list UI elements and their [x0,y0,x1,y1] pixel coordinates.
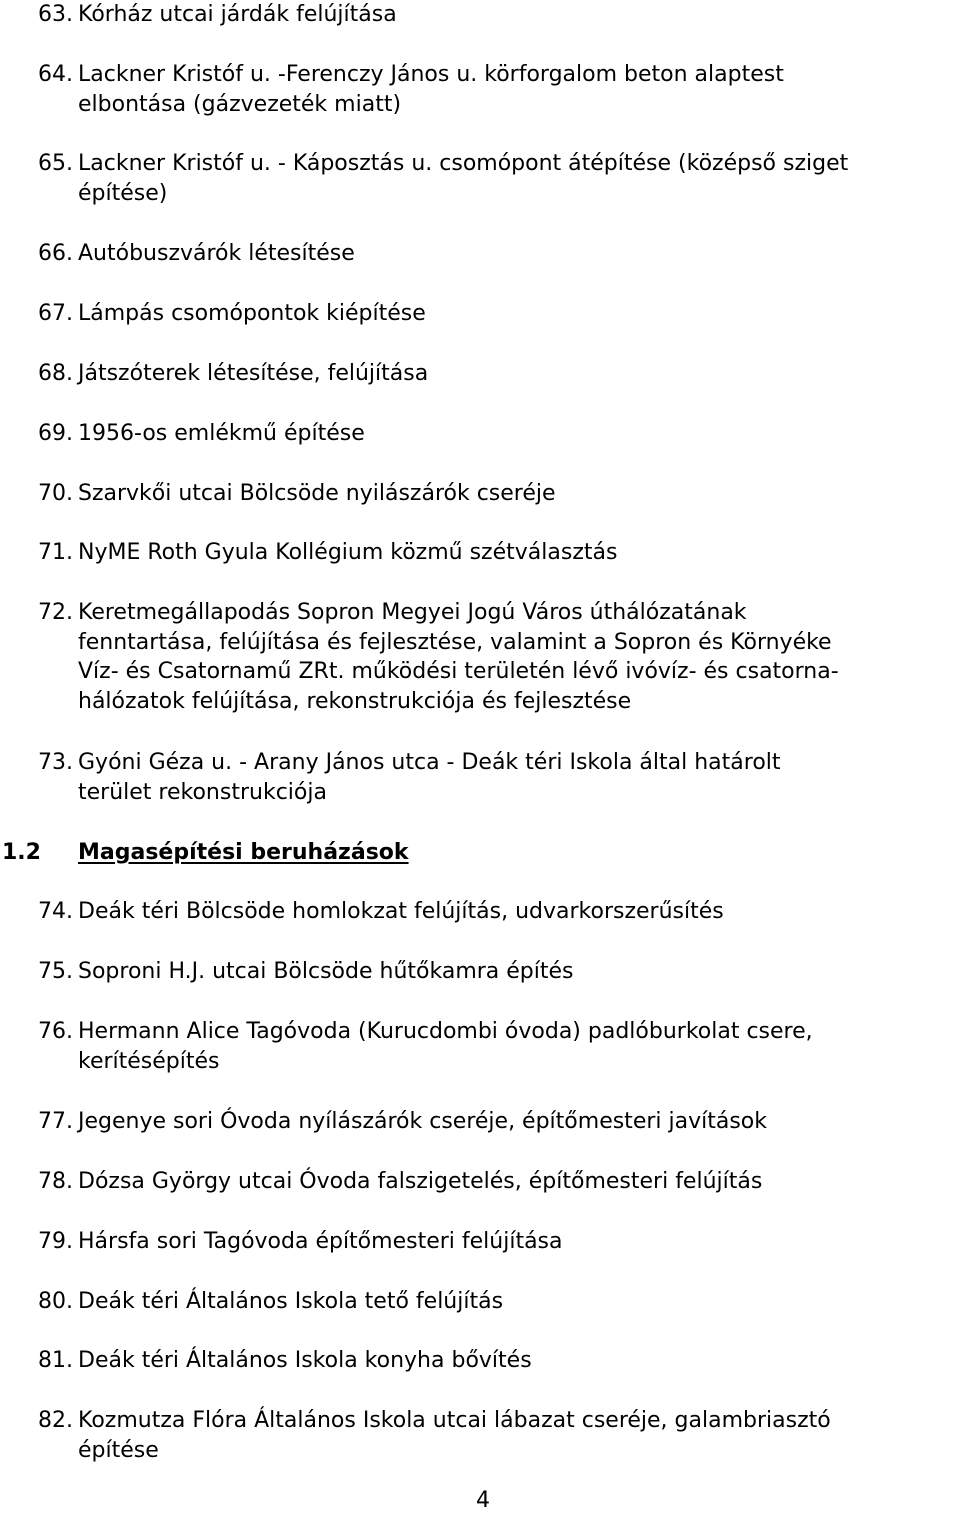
item-number: 72. [38,600,73,625]
item-number: 65. [38,151,73,176]
list-item-77 [38,1107,958,1137]
item-text [78,1346,958,1376]
page-number: 4 [476,1488,490,1513]
item-line: Dózsa György utcai Óvoda falszigetelés, építőmesteri felújítás [78,1169,763,1194]
section-title: Magasépítési beruházások [78,840,409,865]
list-item-67 [38,299,958,329]
item-line: Hermann Alice Tagóvoda (Kurucdombi óvoda) padlóburkolat csere, [78,1019,813,1044]
item-line: hálózatok felújítása, rekonstrukciója és fejlesztése [78,688,632,714]
item-number: 76. [38,1019,73,1044]
item-line: Kozmutza Flóra Általános Iskola utcai lábazat cseréje, galambriasztó [78,1408,831,1433]
item-text [78,1227,958,1257]
item-text [78,419,958,449]
list-item-79 [38,1227,958,1257]
list-item-66 [38,239,958,269]
item-number: 69. [38,421,73,446]
list-item-81 [38,1346,958,1376]
item-line: építése [78,1437,159,1463]
item-line: Jegenye sori Óvoda nyílászárók cseréje, építőmesteri javítások [78,1109,767,1134]
item-number: 67. [38,301,73,326]
item-number: 63. [38,2,73,27]
item-text [78,479,958,509]
item-text [78,149,958,208]
item-line: Kórház utcai járdák felújítása [78,2,397,27]
item-number: 82. [38,1408,73,1433]
item-line: Hársfa sori Tagóvoda építőmesteri felújítása [78,1229,563,1254]
item-text [78,359,958,389]
item-text [78,1406,958,1465]
item-line: fenntartása, felújítása és fejlesztése, valamint a Sopron és Környéke [78,629,832,655]
item-number: 73. [38,750,73,775]
item-number: 71. [38,540,73,565]
item-line: Játszóterek létesítése, felújítása [78,361,429,386]
list-item-64 [38,60,958,119]
list-item-63 [38,0,958,30]
list-item-71 [38,538,958,568]
item-line: Lackner Kristóf u. - Káposztás u. csomópont átépítése (középső sziget [78,151,849,176]
item-number: 77. [38,1109,73,1134]
item-line: elbontása (gázvezeték miatt) [78,91,402,117]
item-line: Lackner Kristóf u. -Ferenczy János u. körforgalom beton alaptest [78,62,784,87]
item-number: 64. [38,62,73,87]
item-line: Szarvkői utcai Bölcsöde nyilászárók cseréje [78,481,556,506]
item-number: 74. [38,899,73,924]
item-text [78,598,958,716]
item-text [78,299,958,329]
item-number: 79. [38,1229,73,1254]
item-text [78,538,958,568]
item-number: 68. [38,361,73,386]
item-line: Deák téri Általános Iskola tető felújítás [78,1289,504,1314]
item-text [78,1287,958,1317]
item-line: terület rekonstrukciója [78,779,327,805]
item-line: Víz- és Csatornamű ZRt. működési területén lévő ivóvíz- és csatorna- [78,659,839,684]
item-line: Soproni H.J. utcai Bölcsöde hűtőkamra építés [78,959,574,984]
item-text [78,1017,958,1076]
item-number: 70. [38,481,73,506]
list-item-73 [38,748,958,807]
item-line: Gyóni Géza u. - Arany János utca - Deák téri Iskola által határolt [78,750,781,775]
item-line: 1956-os emlékmű építése [78,421,365,446]
item-line: Autóbuszvárók létesítése [78,241,355,266]
list-item-68 [38,359,958,389]
item-text [78,60,958,119]
section-number: 1.2 [2,840,41,865]
item-text [78,0,958,30]
item-text [78,239,958,269]
item-text [78,748,958,807]
item-number: 75. [38,959,73,984]
item-number: 81. [38,1348,73,1373]
item-number: 80. [38,1289,73,1314]
item-line: kerítésépítés [78,1048,220,1074]
item-line: Deák téri Bölcsöde homlokzat felújítás, udvarkorszerűsítés [78,899,724,924]
item-line: Deák téri Általános Iskola konyha bővítés [78,1348,532,1373]
item-number: 78. [38,1169,73,1194]
list-item-70 [38,479,958,509]
list-item-72 [38,598,958,716]
item-line: Lámpás csomópontok kiépítése [78,301,426,326]
list-item-78 [38,1167,958,1197]
list-item-65 [38,149,958,208]
list-item-82 [38,1406,958,1465]
item-text [78,1107,958,1137]
list-item-75 [38,957,958,987]
item-line: építése) [78,180,168,206]
list-item-69 [38,419,958,449]
list-item-74 [38,897,958,927]
list-item-76 [38,1017,958,1076]
item-text [78,957,958,987]
list-item-80 [38,1287,958,1317]
item-line: NyME Roth Gyula Kollégium közmű szétválasztás [78,540,618,565]
item-text [78,897,958,927]
item-number: 66. [38,241,73,266]
item-line: Keretmegállapodás Sopron Megyei Jogú Város úthálózatának [78,600,747,625]
item-text [78,1167,958,1197]
